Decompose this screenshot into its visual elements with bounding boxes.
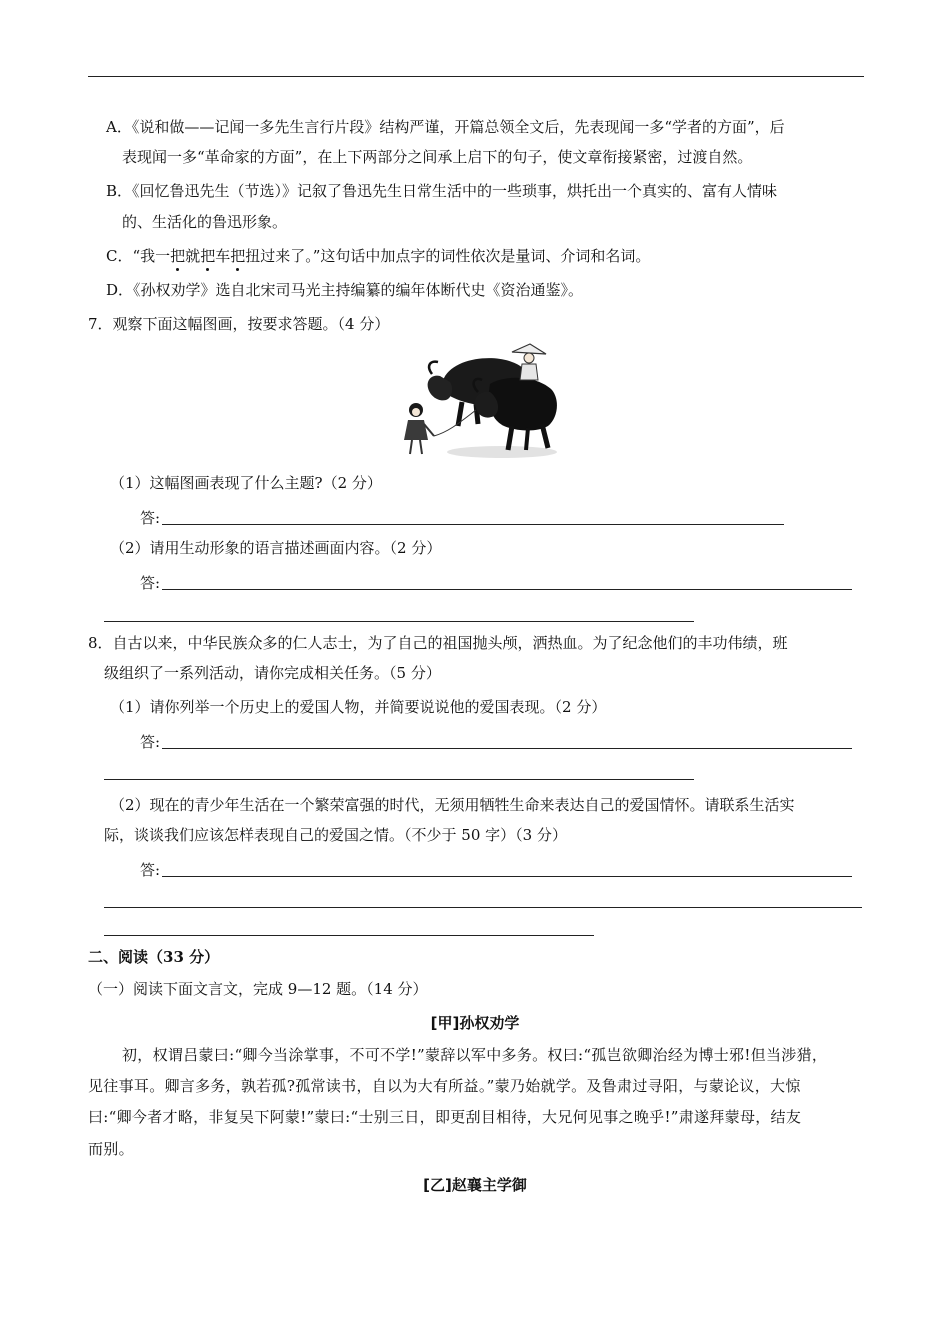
option-a-line2: 表现闻一多“革命家的方面”，在上下两部分之间承上启下的句子，使文章衔接紧密，过渡自然。 bbox=[122, 148, 753, 166]
q7-sub1: （1）这幅图画表现了什么主题?（2 分） bbox=[110, 474, 382, 492]
q8-sub1-answer-label: 答: bbox=[140, 733, 161, 751]
q7-sub2-answer-line-2[interactable] bbox=[104, 621, 694, 622]
q8-sub1: （1）请你列举一个历史上的爱国人物，并简要说说他的爱国表现。（2 分） bbox=[110, 698, 607, 716]
buffalo-front-leg-3 bbox=[526, 428, 528, 450]
header-rule bbox=[88, 76, 864, 77]
buffalo-back-horn bbox=[429, 362, 438, 374]
q8-sub2-answer-line-2[interactable] bbox=[104, 907, 862, 908]
option-b-line2: 的、生活化的鲁迅形象。 bbox=[122, 213, 288, 231]
q8-sub1-answer-line-1[interactable] bbox=[162, 748, 852, 749]
dotted-char-2: 把 bbox=[200, 247, 216, 265]
buffalo-front-leg-2 bbox=[542, 424, 548, 448]
q7-stem: 7．观察下面这幅图画，按要求答题。（4 分） bbox=[88, 315, 390, 333]
option-b-line1: B．《回忆鲁迅先生（节选）》记叙了鲁迅先生日常生活中的一些琐事，烘托出一个真实的、富有人情味 bbox=[106, 182, 778, 200]
q8-sub2-answer-label: 答: bbox=[140, 861, 161, 879]
passage-a-line2: 见往事耳。卿言多务，孰若孤?孤常读书，自以为大有所益。”蒙乃始就学。及鲁肃过寻阳，与蒙论议，大惊 bbox=[88, 1077, 801, 1095]
buffalo-front bbox=[489, 378, 557, 431]
q7-sub2-answer-label: 答: bbox=[140, 574, 161, 592]
dotted-char-3: 把 bbox=[230, 247, 246, 265]
q7-sub2: （2）请用生动形象的语言描述画面内容。（2 分） bbox=[110, 539, 442, 557]
q7-sub1-answer-label: 答: bbox=[140, 509, 161, 527]
passage-b-title: [乙]赵襄主学御 bbox=[423, 1176, 527, 1194]
option-c-mid2: 车 bbox=[215, 247, 231, 265]
girl-body bbox=[404, 420, 428, 440]
dotted-char-1: 把 bbox=[170, 247, 186, 265]
reading-subsection: （一）阅读下面文言文，完成 9—12 题。（14 分） bbox=[88, 980, 428, 998]
q8-sub2-answer-line-1[interactable] bbox=[162, 876, 852, 877]
q7-sub2-answer-line-1[interactable] bbox=[162, 589, 852, 590]
passage-a-line3: 曰:“卿今者才略，非复吴下阿蒙!”蒙曰:“士别三日，即更刮目相待，大兄何见事之晚乎!”肃遂拜蒙母，结友 bbox=[88, 1108, 802, 1126]
girl-leg-2 bbox=[420, 440, 422, 454]
option-d: D．《孙权劝学》选自北宋司马光主持编纂的编年体断代史《资治通鉴》。 bbox=[106, 281, 584, 299]
q8-sub2-line1: （2）现在的青少年生活在一个繁荣富强的时代，无须用牺牲生命来表达自己的爱国情怀。请联系生活实 bbox=[110, 796, 795, 814]
option-c-post: 扭过来了。”这句话中加点字的词性依次是量词、介词和名词。 bbox=[245, 247, 651, 265]
rope bbox=[434, 410, 476, 436]
passage-a-line1: 初，权谓吕蒙曰:“卿今当涂掌事，不可不学!”蒙辞以军中多务。权曰:“孤岂欲卿治经为博士邪!但当涉猎， bbox=[122, 1046, 828, 1064]
boy-head bbox=[524, 353, 534, 363]
passage-a-line4: 而别。 bbox=[88, 1140, 134, 1158]
ink-painting-illustration bbox=[392, 340, 562, 465]
q8-sub1-answer-line-2[interactable] bbox=[104, 779, 694, 780]
option-a-line1: A．《说和做——记闻一多先生言行片段》结构严谨，开篇总领全文后，先表现闻一多“学者的方面”，后 bbox=[106, 118, 785, 136]
q8-sub2-answer-line-3[interactable] bbox=[104, 935, 594, 936]
ground-wash bbox=[447, 446, 557, 458]
option-c-pre: C．“我一 bbox=[106, 247, 171, 265]
girl-leg-1 bbox=[410, 440, 412, 454]
q8-sub2-line2: 际，谈谈我们应该怎样表现自己的爱国之情。（不少于 50 字）（3 分） bbox=[104, 826, 567, 844]
boy-body bbox=[520, 364, 538, 380]
section-heading: 二、阅读（33 分） bbox=[88, 948, 220, 966]
passage-a-title: [甲]孙权劝学 bbox=[430, 1014, 520, 1032]
q8-stem-line2: 级组织了一系列活动，请你完成相关任务。（5 分） bbox=[104, 664, 441, 682]
option-c-mid1: 就 bbox=[185, 247, 201, 265]
option-c bbox=[106, 245, 650, 267]
q7-sub1-answer-line[interactable] bbox=[162, 524, 784, 525]
girl-face bbox=[412, 408, 420, 416]
q8-stem-line1: 8．自古以来，中华民族众多的仁人志士，为了自己的祖国抛头颅，洒热血。为了纪念他们的丰功伟绩，班 bbox=[88, 634, 788, 652]
